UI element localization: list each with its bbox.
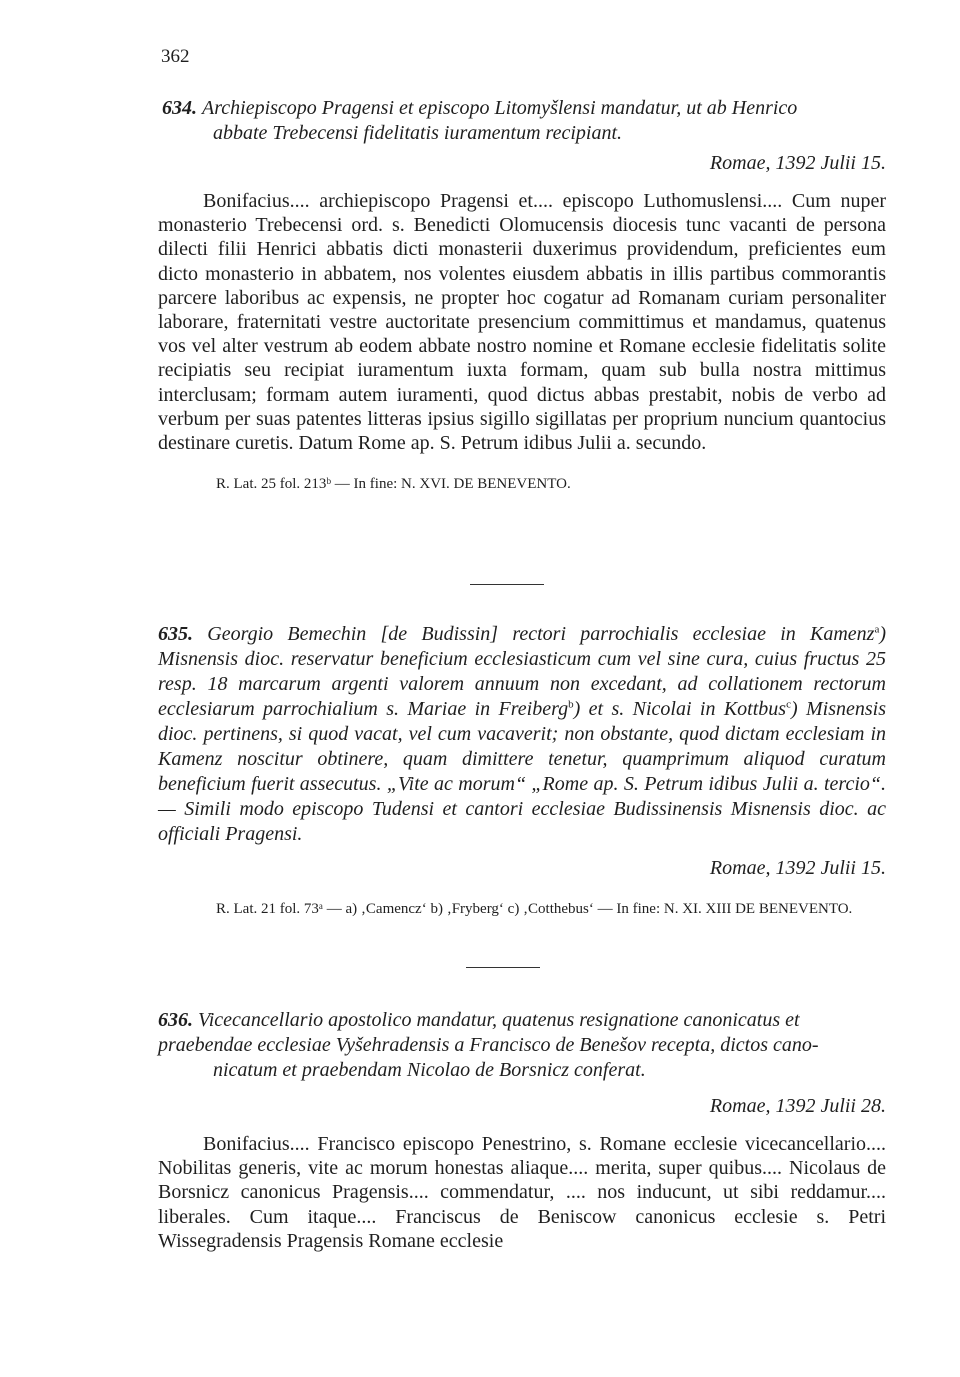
doc636-summary-line2: praebendae ecclesiae Vyšehradensis a Francisco de Benešov recepta, dictos cano-	[158, 1034, 819, 1056]
document-636	[158, 1008, 886, 1253]
doc636-summary-line3: nicatum et praebendam Nicolao de Borsnicz conferat.	[213, 1059, 646, 1081]
doc635-summary-d: ) Misnensis dioc. pertinens, si quod vacat, vel cum vacaverit; non obstante, quod dictam ecclesiam in Kamenz noscitur obtinere, quam dimittere tenetur, quamprimum aliquod curatum beneficium fuerit assecutus. „Vite ac morum“ „Rome ap. S. Petrum idibus Julii a. tercio“. — Simili modo episcopo Tudensi et cantori ecclesiae Budissinensis Misnensis dioc. ac officiali Pragensi.	[158, 698, 886, 845]
doc635-number: 635.	[158, 623, 193, 645]
doc634-body: Bonifacius.... archiepiscopo Pragensi et.... episcopo Luthomuslensi.... Cum nuper monasterio Trebecensi ord. s. Benedicti Olomucensis diocesis tunc vacanti de persona dilecti filii Henrici abbatis dicti monasterii duxerimus providendum, preficientes eum dicto monasterio in abbatem, nos volentes eiusdem abbatis in illis partibus commorantis parcere laboribus ac expensis, ne propter hoc cogatur ad Romanam curiam personaliter laborare, fraternitati vestre auctoritate presencium committimus et mandamus, quatenus vos vel alter vestrum ab eodem abbate nostro nomine et Romane ecclesie fidelitatis solite recipiatis seu recipiat iuramentum iuxta formam, quam sub bulla nostra mittimus interclusam; formam autem iuramenti, quod dictus abbas prestabit, nobis de verbo ad verbum per suas patentes litteras ipsius sigillo sigillatas per proprium nuncium quantocius destinare curetis. Datum Rome ap. S. Petrum idibus Julii a. secundo.	[158, 190, 886, 455]
doc634-heading	[158, 96, 886, 121]
doc634-date: Romae, 1392 Julii 15.	[709, 152, 886, 174]
doc636-summary-line1: Vicecancellario apostolico mandatur, quatenus resignatione canonicatus et	[198, 1009, 800, 1031]
footnote-marker-b: b	[568, 698, 574, 711]
page-number: 362	[161, 46, 190, 67]
doc635-heading	[158, 622, 886, 847]
doc636-heading	[158, 1008, 886, 1033]
doc636-number: 636.	[158, 1009, 193, 1031]
doc634-summary-line2: abbate Trebecensi fidelitatis iuramentum recipiant.	[213, 122, 623, 144]
doc636-date: Romae, 1392 Julii 28.	[709, 1095, 886, 1117]
doc635-date: Romae, 1392 Julii 15.	[709, 857, 886, 879]
separator-rule	[466, 967, 540, 968]
document-635	[158, 622, 886, 920]
doc634-source: R. Lat. 25 fol. 213ᵇ — In fine: N. XVI. DE BENEVENTO.	[216, 476, 571, 493]
doc634-summary-line1: Archiepiscopo Pragensi et episcopo Litomyšlensi mandatur, ut ab Henrico	[202, 97, 798, 119]
doc635-summary-b: ) Misnensis dioc. reservatur beneficium ecclesiasticum cum vel sine cura, cuius fructus 25 resp. 18 marcarum argenti valorem annuum non excedant, ad collationem rectorum ecclesiarum parrochialium s. Mariae in Freiberg	[158, 623, 887, 720]
doc635-summary-c: ) et s. Nicolai in Kottbus	[573, 698, 787, 720]
doc635-source: R. Lat. 21 fol. 73ᵃ — a) ‚Camencz‘ b) ‚Fryberg‘ c) ‚Cotthebus‘ — In fine: N. XI. XIII DE BENEVENTO.	[216, 901, 853, 917]
footnote-marker-c: c	[786, 698, 791, 711]
document-634	[158, 96, 886, 495]
separator-rule	[470, 584, 544, 585]
footnote-marker-a: a	[874, 623, 880, 636]
doc634-number: 634.	[162, 97, 197, 119]
doc636-body: Bonifacius.... Francisco episcopo Penestrino, s. Romane ecclesie vicecancellario.... Nobilitas generis, vite ac morum honestas aliaque.... merita, super quibus.... Nicolaus de Borsnicz canonicus Pragensis.... commendatur, .... nos inducunt, ut sibi reddamur.... liberales. Cum itaque.... Franciscus de Beniscow canonicus ecclesie s. Petri Wissegradensis Pragensis Romane ecclesie	[158, 1133, 886, 1252]
doc635-summary-a: Georgio Bemechin [de Budissin] rectori parrochialis ecclesiae in Kamenz	[207, 623, 875, 645]
